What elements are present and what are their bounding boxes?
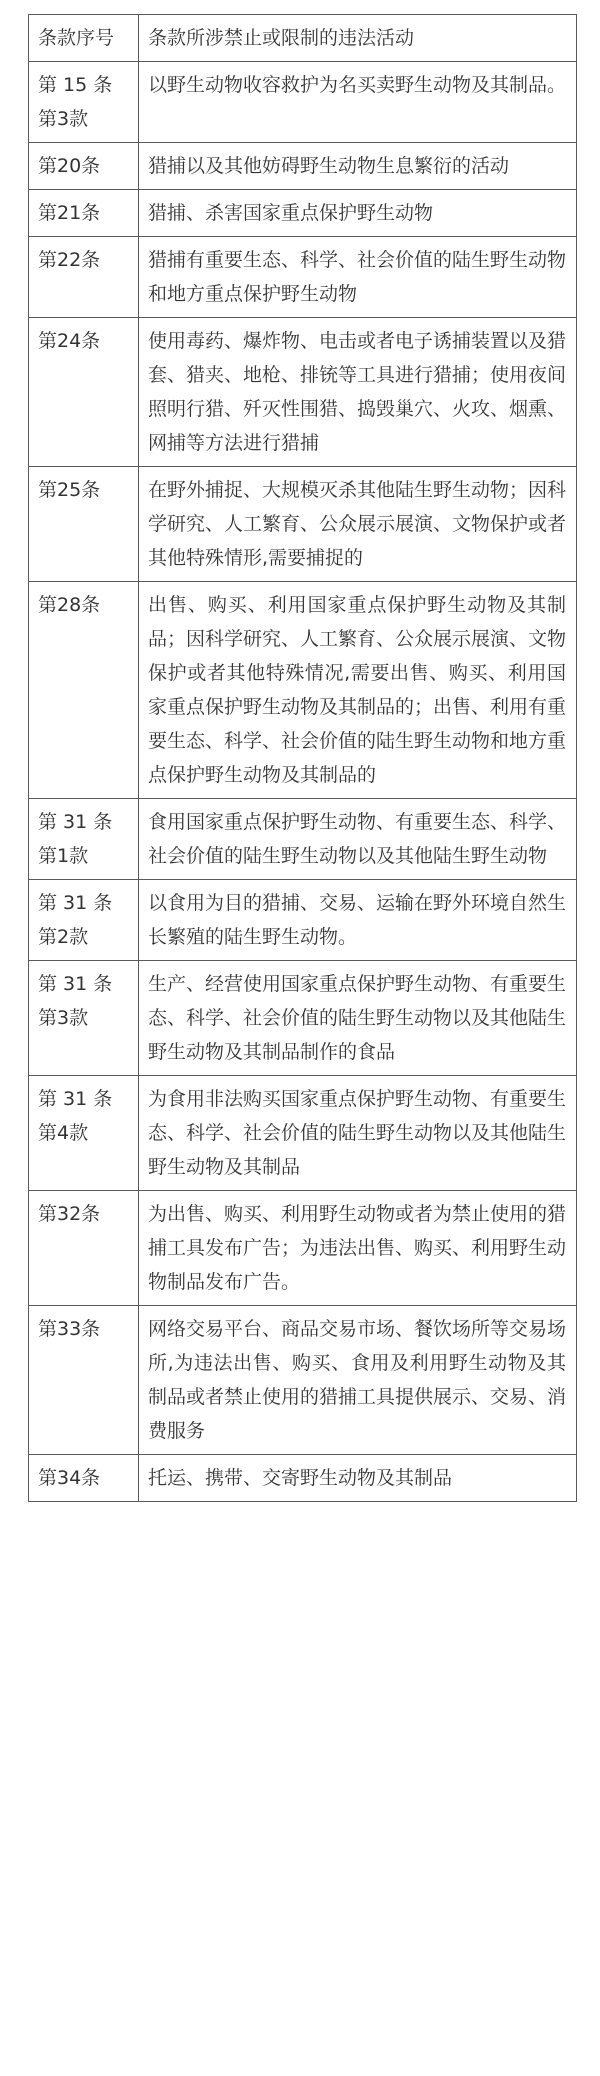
- table-row: [29, 799, 577, 880]
- table-row: [29, 880, 577, 961]
- prohibited-activity-cell: 以野生动物收容救护为名买卖野生动物及其制品。: [139, 62, 577, 143]
- table-body: [29, 62, 577, 1502]
- table-row: [29, 467, 577, 582]
- clause-number-cell: 第24条: [29, 318, 139, 467]
- prohibited-activity-cell: 生产、经营使用国家重点保护野生动物、有重要生态、科学、社会价值的陆生野生动物以及其他陆生野生动物及其制品制作的食品: [139, 961, 577, 1076]
- prohibited-activity-cell: 为食用非法购买国家重点保护野生动物、有重要生态、科学、社会价值的陆生野生动物以及其他陆生野生动物及其制品: [139, 1076, 577, 1191]
- prohibited-activity-cell: 以食用为目的猎捕、交易、运输在野外环境自然生长繁殖的陆生野生动物。: [139, 880, 577, 961]
- clause-number-cell: 第28条: [29, 582, 139, 799]
- law-clause-table: [28, 14, 577, 1502]
- header-clause-number: 条款序号: [29, 15, 139, 62]
- clause-number-cell: 第33条: [29, 1306, 139, 1455]
- table-row: [29, 1191, 577, 1306]
- clause-number-cell: 第32条: [29, 1191, 139, 1306]
- prohibited-activity-cell: 网络交易平台、商品交易市场、餐饮场所等交易场所,为违法出售、购买、食用及利用野生动物及其制品或者禁止使用的猎捕工具提供展示、交易、消费服务: [139, 1306, 577, 1455]
- table-row: [29, 582, 577, 799]
- header-prohibited-activity: 条款所涉禁止或限制的违法活动: [139, 15, 577, 62]
- table-header-row: [29, 15, 577, 62]
- prohibited-activity-cell: 在野外捕捉、大规模灭杀其他陆生野生动物；因科学研究、人工繁育、公众展示展演、文物保护或者其他特殊情形,需要捕捉的: [139, 467, 577, 582]
- prohibited-activity-cell: 猎捕有重要生态、科学、社会价值的陆生野生动物和地方重点保护野生动物: [139, 237, 577, 318]
- clause-number-cell: 第21条: [29, 190, 139, 237]
- clause-number-cell: 第20条: [29, 143, 139, 190]
- clause-number-cell: 第 31 条第4款: [29, 1076, 139, 1191]
- table-row: [29, 318, 577, 467]
- table-row: [29, 1306, 577, 1455]
- table-row: [29, 237, 577, 318]
- table-row: [29, 143, 577, 190]
- table-row: [29, 62, 577, 143]
- clause-number-cell: 第 31 条第1款: [29, 799, 139, 880]
- prohibited-activity-cell: 托运、携带、交寄野生动物及其制品: [139, 1455, 577, 1502]
- table-row: [29, 190, 577, 237]
- prohibited-activity-cell: 食用国家重点保护野生动物、有重要生态、科学、社会价值的陆生野生动物以及其他陆生野生动物: [139, 799, 577, 880]
- table-row: [29, 1455, 577, 1502]
- prohibited-activity-cell: 使用毒药、爆炸物、电击或者电子诱捕装置以及猎套、猎夹、地枪、排铳等工具进行猎捕；使用夜间照明行猎、歼灭性围猎、捣毁巢穴、火攻、烟熏、网捕等方法进行猎捕: [139, 318, 577, 467]
- prohibited-activity-cell: 猎捕以及其他妨碍野生动物生息繁衍的活动: [139, 143, 577, 190]
- clause-number-cell: 第34条: [29, 1455, 139, 1502]
- prohibited-activity-cell: 出售、购买、利用国家重点保护野生动物及其制品；因科学研究、人工繁育、公众展示展演、文物保护或者其他特殊情况,需要出售、购买、利用国家重点保护野生动物及其制品的；出售、利用有重要生态、科学、社会价值的陆生野生动物和地方重点保护野生动物及其制品的: [139, 582, 577, 799]
- table-row: [29, 961, 577, 1076]
- clause-number-cell: 第22条: [29, 237, 139, 318]
- table-row: [29, 1076, 577, 1191]
- clause-number-cell: 第 15 条第3款: [29, 62, 139, 143]
- clause-number-cell: 第 31 条第2款: [29, 880, 139, 961]
- clause-number-cell: 第 31 条第3款: [29, 961, 139, 1076]
- clause-number-cell: 第25条: [29, 467, 139, 582]
- prohibited-activity-cell: 猎捕、杀害国家重点保护野生动物: [139, 190, 577, 237]
- prohibited-activity-cell: 为出售、购买、利用野生动物或者为禁止使用的猎捕工具发布广告；为违法出售、购买、利用野生动物制品发布广告。: [139, 1191, 577, 1306]
